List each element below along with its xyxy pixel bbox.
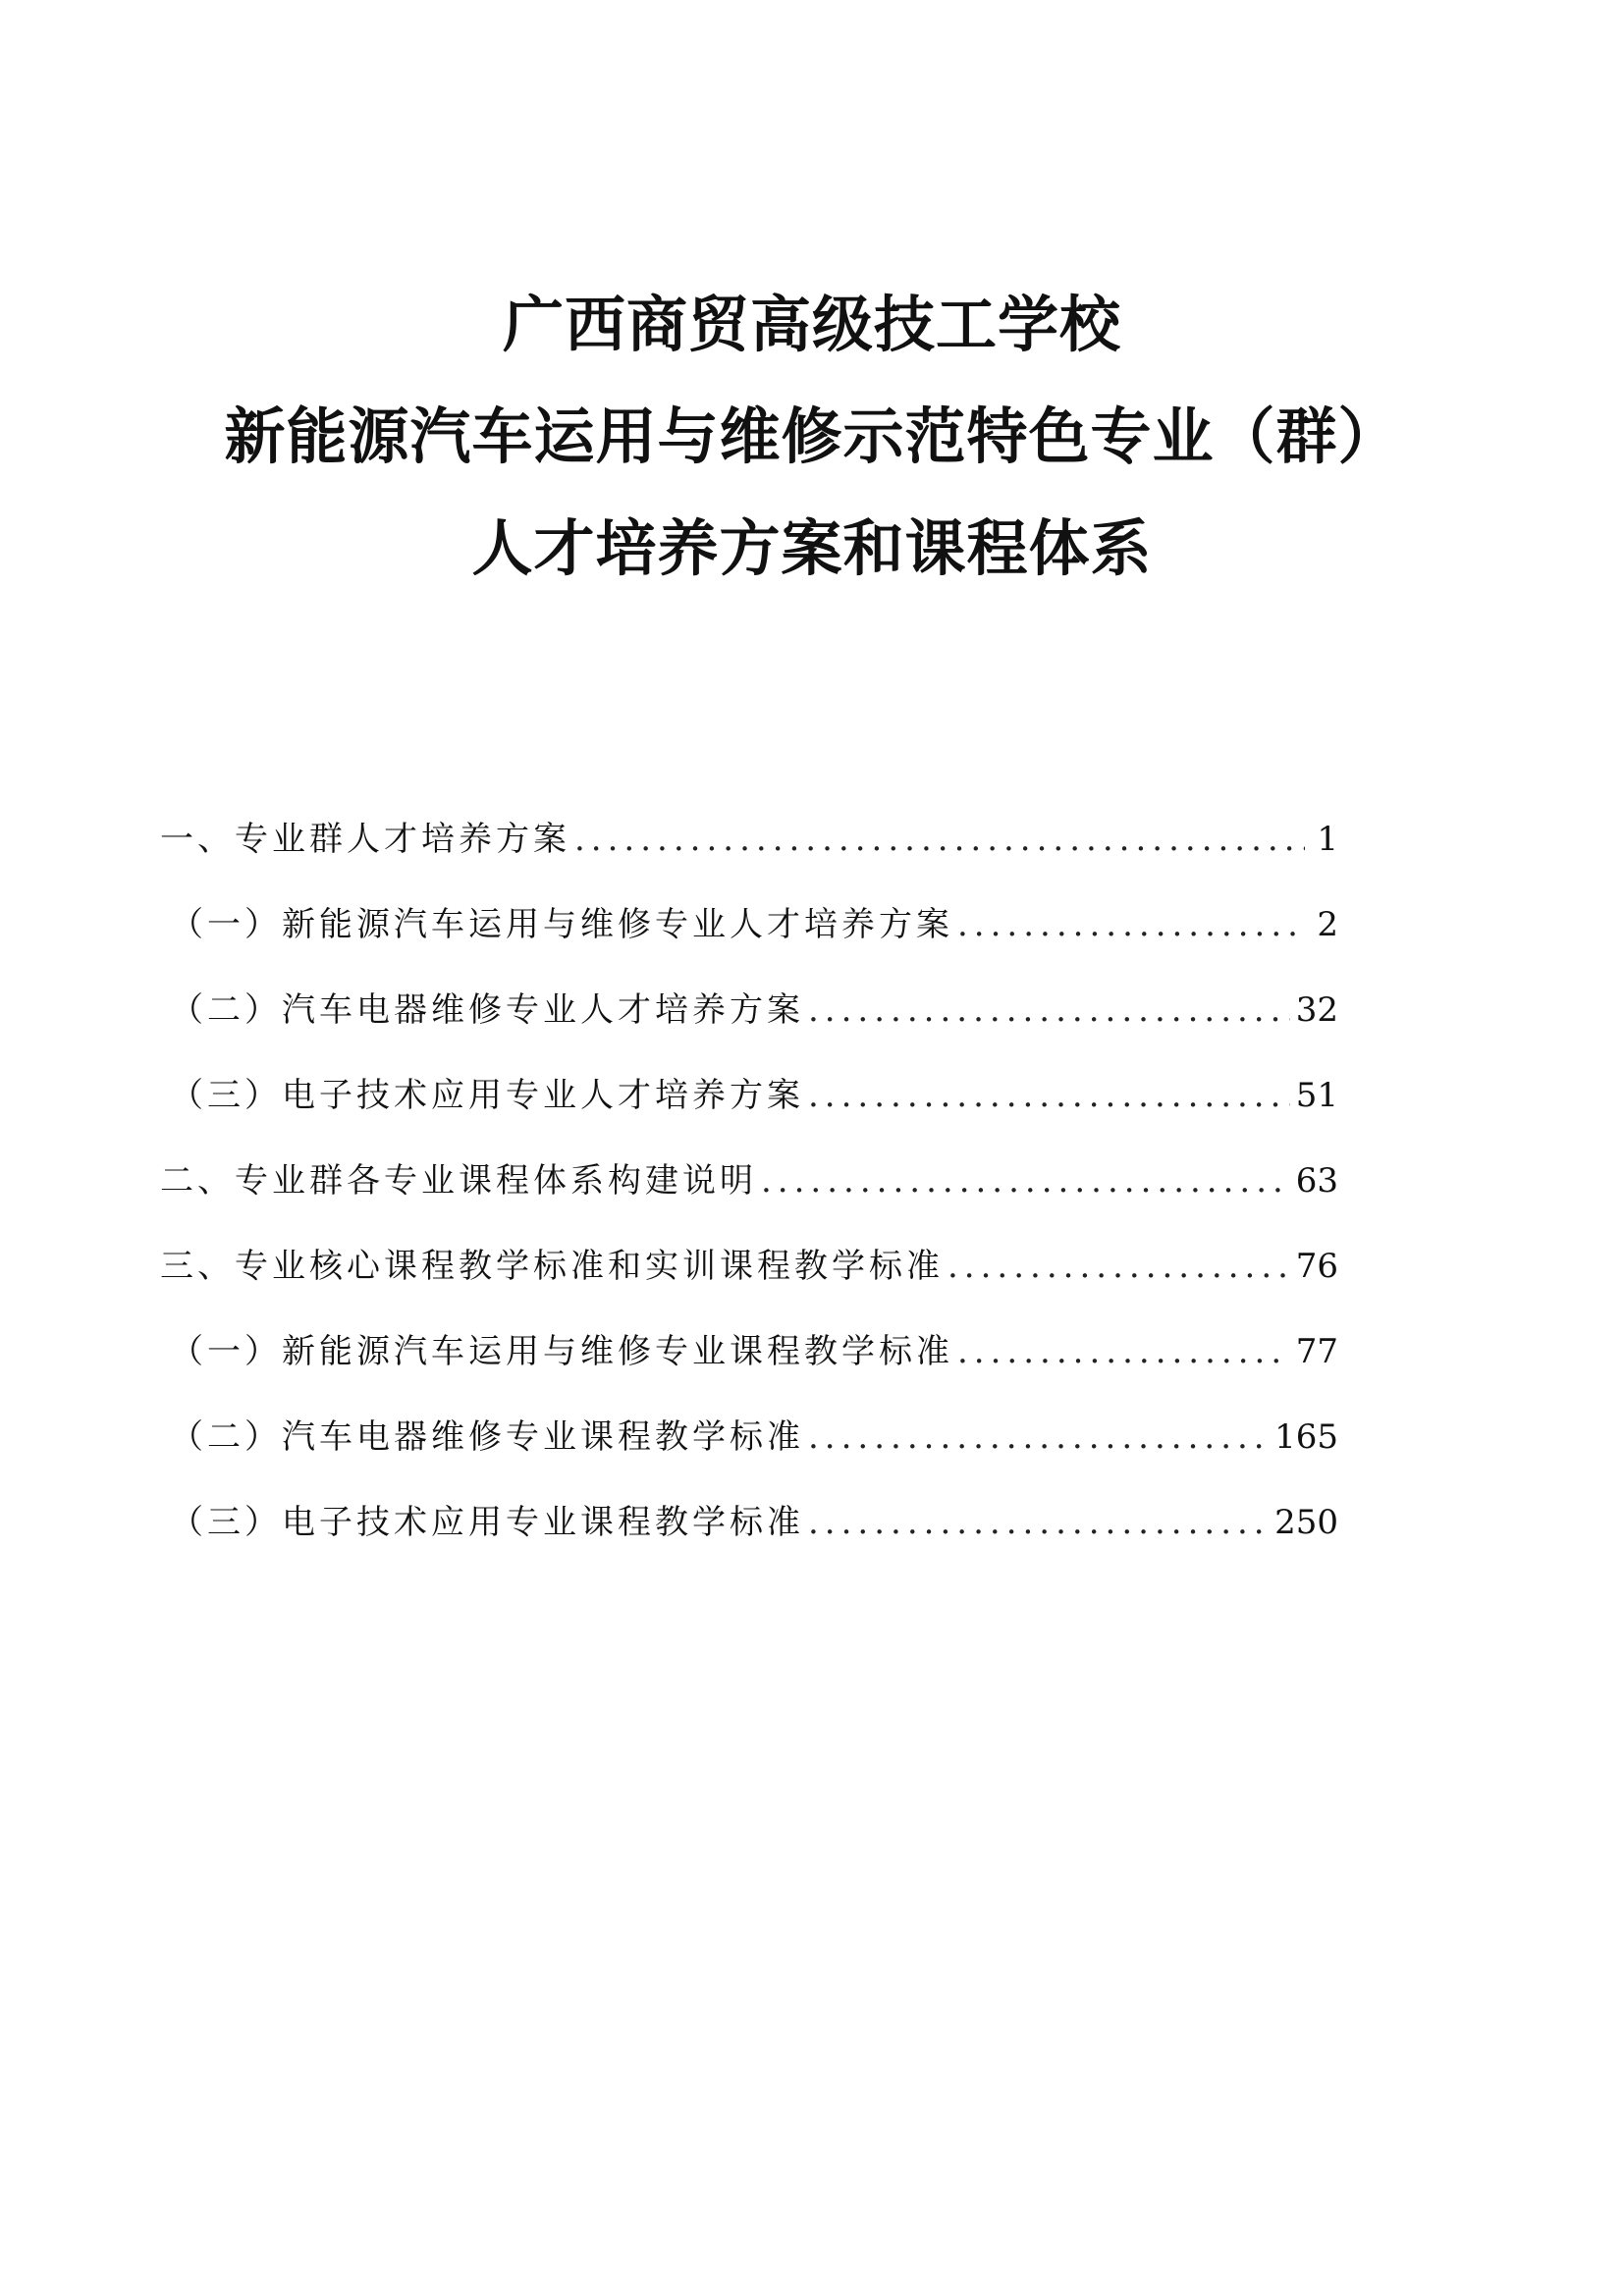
title-program-name: 新能源汽车运用与维修示范特色专业（群） [224,400,1400,472]
toc-page-number: 63 [1295,1161,1338,1201]
toc-dot-leader [808,1071,1290,1120]
toc-entry-label: （二）汽车电器维修专业人才培养方案 [170,990,804,1030]
toc-dot-leader [957,900,1305,949]
toc-page-number: 76 [1295,1247,1338,1286]
toc-dot-leader [808,1413,1269,1462]
toc-dot-leader [947,1242,1290,1291]
toc-entry[interactable] [160,1156,1338,1242]
toc-dot-leader [957,1327,1290,1376]
toc-page-number: 165 [1274,1417,1338,1457]
toc-page-number: 77 [1295,1332,1338,1371]
toc-entry-label: （三）电子技术应用专业课程教学标准 [170,1503,804,1542]
toc-entry-label: （一）新能源汽车运用与维修专业人才培养方案 [170,905,953,944]
toc-entry[interactable] [160,1413,1338,1498]
toc-dot-leader [808,1498,1269,1547]
title-school-name: 广西商贸高级技工学校 [502,289,1121,360]
toc-entry[interactable] [160,1327,1338,1413]
toc-entry[interactable] [160,900,1338,986]
toc-entry-label: 二、专业群各专业课程体系构建说明 [160,1161,757,1201]
toc-dot-leader [574,815,1305,864]
toc-dot-leader [761,1156,1290,1205]
toc-page-number: 250 [1274,1503,1338,1542]
toc-entry[interactable] [160,1242,1338,1327]
toc-entry[interactable] [160,1071,1338,1156]
toc-page-number: 2 [1317,905,1338,944]
toc-page-number: 32 [1295,990,1338,1030]
table-of-contents [160,815,1338,1583]
toc-entry-label: 一、专业群人才培养方案 [160,820,570,859]
toc-entry-label: （二）汽车电器维修专业课程教学标准 [170,1417,804,1457]
toc-page-number: 51 [1295,1076,1338,1115]
toc-entry[interactable] [160,986,1338,1071]
document-title [0,289,1624,630]
toc-entry[interactable] [160,815,1338,900]
toc-entry-label: （三）电子技术应用专业人才培养方案 [170,1076,804,1115]
toc-dot-leader [808,986,1290,1035]
toc-entry-label: 三、专业核心课程教学标准和实训课程教学标准 [160,1247,944,1286]
toc-entry[interactable] [160,1498,1338,1583]
toc-page-number: 1 [1317,820,1338,859]
title-subject: 人才培养方案和课程体系 [471,512,1153,584]
toc-entry-label: （一）新能源汽车运用与维修专业课程教学标准 [170,1332,953,1371]
